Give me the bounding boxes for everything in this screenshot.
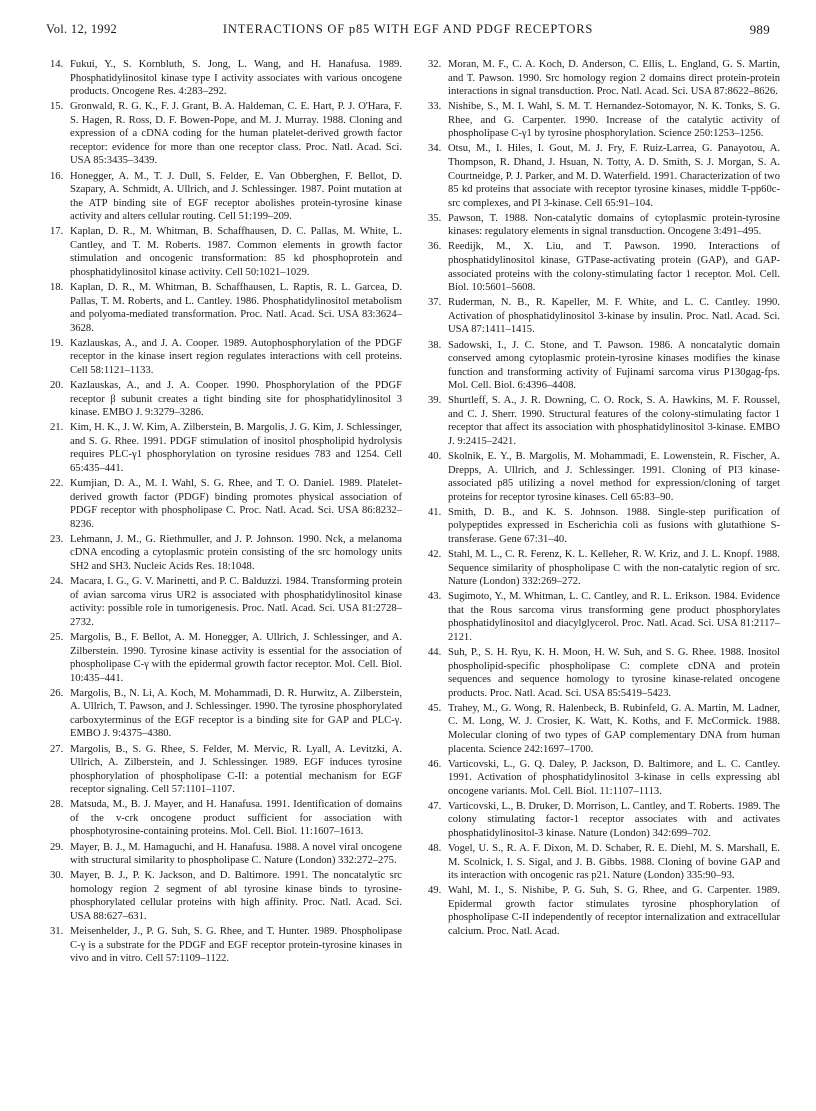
reference-number: 28. [50, 799, 64, 811]
reference-number: 35. [428, 212, 442, 224]
reference-item [428, 590, 780, 644]
reference-text: Wahl, M. I., S. Nishibe, P. G. Suh, S. G. Rhee, and G. Carpenter. 1989. Epidermal growth factor stimulates tyrosine phosphorylation of phospholipase C-II independently of receptor internalization and extracellular calcium. Proc. Natl. Acad. [448, 885, 780, 937]
reference-number: 34. [428, 143, 442, 155]
reference-number: 49. [428, 885, 442, 897]
reference-text: Varticovski, L., G. Q. Daley, P. Jackson, D. Baltimore, and L. C. Cantley. 1991. Activation of phosphatidylinositol 3-kinase in cells expressing abl oncogene variants. Mol. Cell. Biol. 11:1107–1113. [448, 758, 780, 797]
reference-item [428, 702, 780, 756]
reference-number: 22. [50, 478, 64, 490]
reference-text: Kim, H. K., J. W. Kim, A. Zilberstein, B. Margolis, J. G. Kim, J. Schlessinger, and S. G. Rhee. 1991. PDGF stimulation of inositol phospholipid hydrolysis requires PLC-γ1 phosphorylation on tyrosine residues 783 and 1254. Cell 65:435–441. [70, 422, 402, 475]
reference-number: 37. [428, 297, 442, 309]
reference-item [428, 884, 780, 938]
reference-text: Stahl, M. L., C. R. Ferenz, K. L. Kelleher, R. W. Kriz, and J. L. Knopf. 1988. Sequence similarity of phospholipase C with the non-catalytic region of src. Nature (London) 332:269–272. [448, 549, 780, 588]
reference-text: Ruderman, N. B., R. Kapeller, M. F. White, and L. C. Cantley. 1990. Activation of phosphatidylinositol 3-kinase by insulin. Proc. Natl. Acad. Sci. USA 87:1411–1415. [448, 297, 780, 336]
reference-text: Margolis, B., F. Bellot, A. M. Honegger, A. Ullrich, J. Schlessinger, and A. Zilberstein. 1990. Tyrosine kinase activity is essential for the association of phospholipase C-γ with the epidermal growth factor receptor. Mol. Cell. Biol. 10:435–441. [70, 631, 402, 684]
reference-number: 16. [50, 170, 64, 182]
reference-text: Macara, I. G., G. V. Marinetti, and P. C. Balduzzi. 1984. Transforming protein of avian sarcoma virus UR2 is associated with phosphatidylinositol kinase activity: possible role in tumorigenesis. Proc. Natl. Acad. Sci. USA 81:2728–2732. [70, 576, 402, 628]
reference-item [50, 687, 402, 741]
reference-item [50, 743, 402, 797]
reference-item [428, 339, 780, 393]
reference-item [50, 477, 402, 531]
reference-number: 15. [50, 101, 64, 113]
reference-item [428, 842, 780, 883]
reference-item [50, 575, 402, 629]
reference-item [50, 170, 402, 224]
reference-number: 25. [50, 631, 64, 643]
reference-item [50, 421, 402, 475]
reference-text: Lehmann, J. M., G. Riethmuller, and J. P. Johnson. 1990. Nck, a melanoma cDNA encoding a cytoplasmic protein consisting of the src homology units SH2 and SH3. Nucleic Acids Res. 18:1048. [70, 533, 402, 573]
page-number: 989 [749, 22, 770, 37]
reference-item [50, 925, 402, 966]
reference-item [428, 548, 780, 589]
reference-text: Smith, D. B., and K. S. Johnson. 1988. Single-step purification of polypeptides expressed in Escherichia coli as fusions with glutathione S-transferase. Gene 67:31–40. [448, 506, 780, 545]
reference-number: 33. [428, 101, 442, 113]
reference-text: Mayer, B. J., M. Hamaguchi, and H. Hanafusa. 1988. A novel viral oncogene with structural similarity to phospholipase C. Nature (London) 332:272–275. [70, 841, 402, 867]
reference-item [428, 142, 780, 210]
reference-number: 19. [50, 337, 64, 349]
reference-number: 21. [50, 422, 64, 434]
reference-item [428, 58, 780, 99]
reference-number: 45. [428, 702, 442, 714]
reference-text: Pawson, T. 1988. Non-catalytic domains of cytoplasmic protein-tyrosine kinases: regulatory elements in signal transduction. Oncogene 3:491–495. [448, 212, 780, 238]
reference-number: 36. [428, 241, 442, 253]
reference-text: Mayer, B. J., P. K. Jackson, and D. Baltimore. 1991. The noncatalytic src homology region 2 segment of abl tyrosine kinase binds to tyrosine-phosphorylated cellular proteins with high affinity. Proc. Natl. Acad. Sci. USA 88:627–631. [70, 870, 402, 922]
reference-text: Vogel, U. S., R. A. F. Dixon, M. D. Schaber, R. E. Diehl, M. S. Marshall, E. M. Scolnick, I. S. Sigal, and J. B. Gibbs. 1988. Cloning of bovine GAP and its interaction with oncogenic ras p21. Nature (London) 335:90–93. [448, 843, 780, 882]
reference-number: 40. [428, 451, 442, 463]
reference-text: Kaplan, D. R., M. Whitman, B. Schaffhausen, L. Raptis, R. L. Garcea, D. Pallas, T. M. Roberts, and L. Cantley. 1986. Phosphatidylinositol metabolism and polyoma-mediated transformation. Proc. Natl. Acad. Sci. USA 83:3624–3628. [70, 282, 402, 334]
reference-number: 42. [428, 549, 442, 561]
reference-text: Skolnik, E. Y., B. Margolis, M. Mohammadi, E. Lowenstein, R. Fischer, A. Drepps, A. Ullrich, and J. Schlessinger. 1991. Cloning of PI3 kinase-associated p85 utilizing a novel method for expression/cloning of target proteins for receptor tyrosine kinases. Cell 65:83–90. [448, 451, 780, 503]
reference-text: Matsuda, M., B. J. Mayer, and H. Hanafusa. 1991. Identification of domains of the v-crk oncogene product sufficient for association with phosphotyrosine-containing proteins. Mol. Cell. Biol. 11:1607–1613. [70, 799, 402, 838]
reference-text: Kazlauskas, A., and J. A. Cooper. 1989. Autophosphorylation of the PDGF receptor in the kinase insert region regulates interactions with cell proteins. Cell 58:1121–1133. [70, 337, 402, 376]
reference-item [428, 800, 780, 841]
reference-text: Margolis, B., S. G. Rhee, S. Felder, M. Mervic, R. Lyall, A. Levitzki, A. Ullrich, A. Zilberstein, and J. Schlessinger. 1989. EGF induces tyrosine phosphorylation of phospholipase C-II: a potential mechanism for EGF receptor signaling. Cell 57:1101–1107. [70, 743, 402, 796]
reference-item [50, 58, 402, 99]
reference-number: 38. [428, 339, 442, 351]
reference-text: Moran, M. F., C. A. Koch, D. Anderson, C. Ellis, L. England, G. S. Martin, and T. Pawson. 1990. Src homology region 2 domains direct protein-protein interactions in signal transduction. Proc. Natl. Acad. Sci. USA 87:8622–8626. [448, 59, 780, 98]
running-title: INTERACTIONS OF p85 WITH EGF AND PDGF RECEPTORS [222, 22, 594, 36]
reference-text: Trahey, M., G. Wong, R. Halenbeck, B. Rubinfeld, G. A. Martin, M. Ladner, C. M. Long, W. J. Crosier, K. Watt, K. Koths, and F. McCormick. 1988. Molecular cloning of two types of GAP complementary DNA from human placenta. Science 242:1697–1700. [448, 702, 780, 755]
running-header [46, 22, 770, 44]
reference-text: Otsu, M., I. Hiles, I. Gout, M. J. Fry, F. Ruiz-Larrea, G. Panayotou, A. Thompson, R. Dhand, J. Hsuan, N. Totty, A. D. Smith, S. J. Morgan, S. A. Courtneidge, P. J. Parker, and M. D. Waterfield. 1991. Characterization of two 85 kd proteins that associate with receptor tyrosine kinases, middle T-pp60c-src complexes, and PI 3-kinase. Cell 65:91–104. [448, 143, 780, 209]
reference-number: 18. [50, 282, 64, 294]
reference-text: Gronwald, R. G. K., F. J. Grant, B. A. Haldeman, C. E. Hart, P. J. O'Hara, F. S. Hagen, R. Ross, D. F. Bowen-Pope, and M. J. Murray. 1988. Cloning and expression of a cDNA coding for the human platelet-derived growth factor receptor: evidence for more than one receptor class. Proc. Natl. Acad. Sci. USA 85:3435–3439. [70, 101, 402, 167]
reference-number: 48. [428, 843, 442, 855]
reference-number: 27. [50, 743, 64, 755]
reference-item [50, 841, 402, 868]
reference-item [50, 631, 402, 685]
reference-text: Kazlauskas, A., and J. A. Cooper. 1990. Phosphorylation of the PDGF receptor β subunit creates a tight binding site for phosphatidylinositol 3 kinase. EMBO J. 9:3279–3286. [70, 380, 402, 419]
reference-item [50, 533, 402, 574]
reference-text: Sugimoto, Y., M. Whitman, L. C. Cantley, and R. L. Erikson. 1984. Evidence that the Rous sarcoma virus transforming gene product phosphorylates phosphatidylinositol and diacylglycerol. Proc. Natl. Acad. Sci. USA 81:2117–2121. [448, 591, 780, 643]
reference-text: Sadowski, I., J. C. Stone, and T. Pawson. 1986. A noncatalytic domain conserved among cytoplasmic protein-tyrosine kinases modifies the kinase function and transforming activity of Fujinami sarcoma virus P130gag-fps. Mol. Cell. Biol. 6:4396–4408. [448, 339, 780, 392]
reference-number: 41. [428, 506, 442, 518]
reference-number: 26. [50, 687, 64, 699]
reference-number: 47. [428, 800, 442, 812]
reference-text: Kaplan, D. R., M. Whitman, B. Schaffhausen, D. C. Pallas, M. White, L. Cantley, and T. M. Roberts. 1987. Common elements in growth factor stimulation and oncogenic transformation: 85 kd phosphoprotein and phosphatidylinositol kinase activity. Cell 50:1021–1029. [70, 226, 402, 278]
reference-number: 23. [50, 533, 64, 545]
reference-item [50, 869, 402, 923]
reference-number: 46. [428, 758, 442, 770]
reference-item [428, 646, 780, 700]
reference-item [428, 212, 780, 239]
reference-number: 30. [50, 870, 64, 882]
reference-item [50, 281, 402, 335]
reference-number: 17. [50, 226, 64, 238]
reference-text: Honegger, A. M., T. J. Dull, S. Felder, E. Van Obberghen, F. Bellot, D. Szapary, A. Schmidt, A. Ullrich, and J. Schlessinger. 1987. Point mutation at the ATP binding site of EGF receptor abolishes protein-tyrosine kinase activity and alters cellular routing. Cell 51:199–209. [70, 170, 402, 223]
reference-number: 14. [50, 59, 64, 70]
reference-number: 44. [428, 647, 442, 659]
reference-item [428, 506, 780, 547]
reference-item [428, 240, 780, 294]
reference-number: 20. [50, 380, 64, 392]
reference-number: 31. [50, 926, 64, 937]
reference-text: Varticovski, L., B. Druker, D. Morrison, L. Cantley, and T. Roberts. 1989. The colony stimulating factor-1 receptor associates with and activates phosphatidylinositol-3 kinase. Nature (London) 342:699–702. [448, 800, 780, 839]
reference-column-left [50, 58, 402, 967]
reference-item [428, 758, 780, 799]
reference-text: Nishibe, S., M. I. Wahl, S. M. T. Hernandez-Sotomayor, N. K. Tonks, S. G. Rhee, and G. Carpenter. 1990. Increase of the catalytic activity of phospholipase C-γ1 by tyrosine phosphorylation. Science 250:1253–1256. [448, 101, 780, 140]
reference-item [50, 337, 402, 378]
reference-number: 24. [50, 576, 64, 588]
reference-text: Fukui, Y., S. Kornbluth, S. Jong, L. Wang, and H. Hanafusa. 1989. Phosphatidylinositol kinase type I activity associates with various oncogene products. Oncogene Res. 4:283–292. [70, 59, 402, 98]
reference-item [428, 450, 780, 504]
reference-number: 43. [428, 591, 442, 603]
reference-number: 39. [428, 395, 442, 407]
reference-item [50, 379, 402, 420]
reference-text: Kumjian, D. A., M. I. Wahl, S. G. Rhee, and T. O. Daniel. 1989. Platelet-derived growth factor (PDGF) binding promotes physical association of PDGF receptor with phospholipase C. Proc. Natl. Acad. Sci. USA 86:8232–8236. [70, 478, 402, 530]
volume-label: Vol. 12, 1992 [46, 22, 118, 36]
reference-item [428, 296, 780, 337]
reference-item [50, 100, 402, 168]
reference-text: Meisenhelder, J., P. G. Suh, S. G. Rhee, and T. Hunter. 1989. Phospholipase C-γ is a substrate for the PDGF and EGF receptor protein-tyrosine kinases in vivo and in vitro. Cell 57:1109–1122. [70, 926, 402, 965]
reference-item [50, 798, 402, 839]
reference-number: 29. [50, 841, 64, 853]
reference-text: Margolis, B., N. Li, A. Koch, M. Mohammadi, D. R. Hurwitz, A. Zilberstein, A. Ullrich, T. Pawson, and J. Schlessinger. 1990. The tyrosine phosphorylated carboxyterminus of the EGF receptor is a binding site for GAP and PLC-γ. EMBO J. 9:4375–4380. [70, 687, 402, 740]
reference-text: Suh, P., S. H. Ryu, K. H. Moon, H. W. Suh, and S. G. Rhee. 1988. Inositol phospholipid-specific phospholipase C: complete cDNA and protein sequences and sequence homology to tyrosine kinase-related oncogene products. Proc. Natl. Acad. Sci. USA 85:5419–5423. [448, 647, 780, 699]
reference-text: Shurtleff, S. A., J. R. Downing, C. O. Rock, S. A. Hawkins, M. F. Roussel, and C. J. Sherr. 1990. Structural features of the colony-stimulating factor 1 receptor that affect its association with phosphatidylinositol 3-kinase. EMBO J. 9:2415–2421. [448, 395, 780, 447]
reference-column-right [428, 58, 780, 940]
reference-item [428, 394, 780, 448]
reference-text: Reedijk, M., X. Liu, and T. Pawson. 1990. Interactions of phosphatidylinositol kinase, GTPase-activating protein (GAP), and GAP-associated proteins with the colony-stimulating factor 1 receptor. Mol. Cell. Biol. 10:5601–5608. [448, 241, 780, 294]
reference-item [428, 100, 780, 141]
reference-number: 32. [428, 59, 442, 70]
reference-item [50, 225, 402, 279]
